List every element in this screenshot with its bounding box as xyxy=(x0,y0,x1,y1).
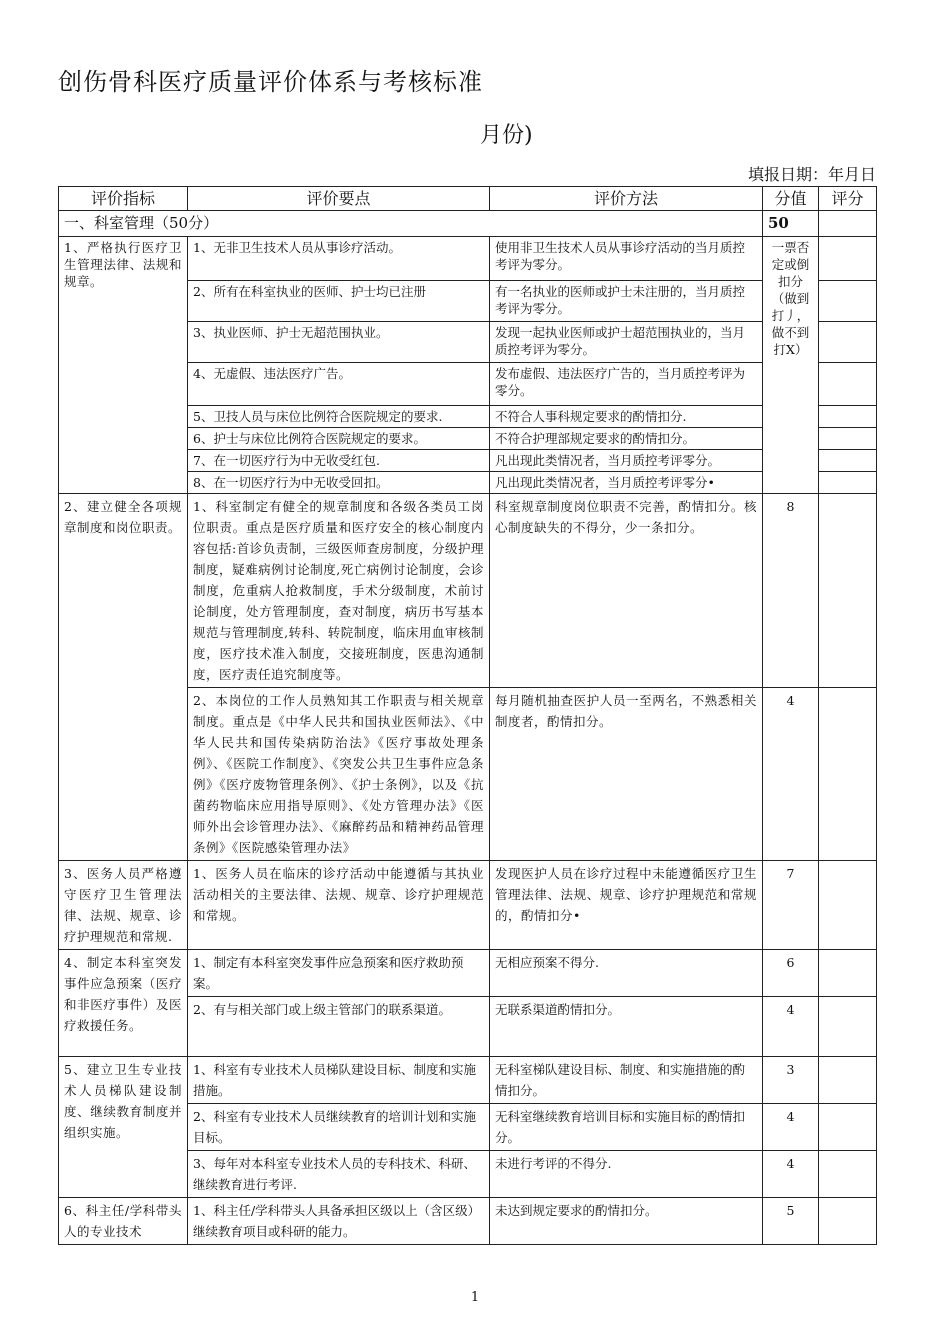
rating-cell xyxy=(819,997,877,1057)
point-cell: 5、卫技人员与床位比例符合医院规定的要求. xyxy=(188,406,490,428)
table-row xyxy=(59,237,877,281)
rating-cell xyxy=(819,472,877,494)
rating-cell xyxy=(819,406,877,428)
header-method: 评价方法 xyxy=(490,187,763,211)
header-points: 评价要点 xyxy=(188,187,490,211)
point-cell: 1、无非卫生技术人员从事诊疗活动。 xyxy=(188,237,490,281)
indicator-cell: 2、建立健全各项规章制度和岗位职责。 xyxy=(59,494,188,861)
method-cell: 有一名执业的医师或护士未注册的，当月质控考评为零分。 xyxy=(490,281,763,322)
rating-cell xyxy=(819,363,877,406)
rating-cell xyxy=(819,1198,877,1245)
month-label: 月份) xyxy=(480,123,533,148)
score-cell: 3 xyxy=(763,1057,819,1104)
method-cell: 未达到规定要求的酌情扣分。 xyxy=(490,1198,763,1245)
score-cell: 4 xyxy=(763,1151,819,1198)
point-cell: 1、制定有本科室突发事件应急预案和医疗救助预案。 xyxy=(188,950,490,997)
rating-cell xyxy=(819,688,877,861)
score-note-cell: 一票否定或倒扣分（做到打丿，做不到打X） xyxy=(763,237,819,494)
method-cell: 科室规章制度岗位职责不完善，酌情扣分。核心制度缺失的不得分，少一条扣分。 xyxy=(490,494,763,688)
method-cell: 发布虚假、违法医疗广告的，当月质控考评为零分。 xyxy=(490,363,763,406)
table-row xyxy=(59,950,877,997)
rating-cell xyxy=(819,450,877,472)
point-cell: 2、科室有专业技术人员继续教育的培训计划和实施目标。 xyxy=(188,1104,490,1151)
score-cell: 5 xyxy=(763,1198,819,1245)
section-score: 50 xyxy=(763,211,819,237)
score-cell: 6 xyxy=(763,950,819,997)
point-cell: 1、医务人员在临床的诊疗活动中能遵循与其执业活动相关的主要法律、法规、规章、诊疗护理规范和常规。 xyxy=(188,861,490,950)
point-cell: 1、科主任/学科带头人具备承担区级以上（含区级）继续教育项目或科研的能力。 xyxy=(188,1198,490,1245)
method-cell: 发现一起执业医师或护士超范围执业的，当月质控考评为零分。 xyxy=(490,322,763,363)
rating-cell xyxy=(819,322,877,363)
table-row xyxy=(59,494,877,688)
point-cell: 8、在一切医疗行为中无收受回扣。 xyxy=(188,472,490,494)
method-cell: 每月随机抽查医护人员一至两名，不熟悉相关制度者，酌情扣分。 xyxy=(490,688,763,861)
method-cell: 无科室继续教育培训目标和实施目标的酌情扣分。 xyxy=(490,1104,763,1151)
point-cell: 7、在一切医疗行为中无收受红包. xyxy=(188,450,490,472)
score-cell: 4 xyxy=(763,1104,819,1151)
point-cell: 1、科室制定有健全的规章制度和各级各类员工岗位职责。重点是医疗质量和医疗安全的核心制度内容包括:首诊负责制，三级医师查房制度，分级护理制度，疑难病例讨论制度,死亡病例讨论制度，会诊制度，危重病人抢救制度，手术分级制度，术前讨论制度，处方管理制度，查对制度，病历书写基本规范与管理制度,转科、转院制度，临床用血审核制度，医疗技术准入制度，交接班制度，医患沟通制度，医疗责任追究制度等。 xyxy=(188,494,490,688)
point-cell: 1、科室有专业技术人员梯队建设目标、制度和实施措施。 xyxy=(188,1057,490,1104)
section-row xyxy=(59,211,877,237)
score-cell: 4 xyxy=(763,997,819,1057)
score-cell: 7 xyxy=(763,861,819,950)
method-cell: 凡出现此类情况者，当月质控考评零分。 xyxy=(490,450,763,472)
point-cell: 4、无虚假、违法医疗广告。 xyxy=(188,363,490,406)
header-score-value: 分值 xyxy=(763,187,819,211)
point-cell: 2、本岗位的工作人员熟知其工作职责与相关规章制度。重点是《中华人民共和国执业医师法》、《中华人民共和国传染病防治法》《医疗事故处理条例》、《医院工作制度》、《突发公共卫生事件应急条例》《医疗废物管理条例》、《护士条例》，以及《抗菌药物临床应用指导原则》、《处方管理办法》《医师外出会诊管理办法》、《麻醉药品和精神药品管理条例》《医院感染管理办法》 xyxy=(188,688,490,861)
indicator-cell: 4、制定本科室突发事件应急预案（医疗和非医疗事件）及医疗救援任务。 xyxy=(59,950,188,1057)
rating-cell xyxy=(819,861,877,950)
rating-cell xyxy=(819,428,877,450)
table-header-row xyxy=(59,187,877,211)
point-cell: 2、有与相关部门或上级主管部门的联系渠道。 xyxy=(188,997,490,1057)
rating-cell xyxy=(819,1104,877,1151)
rating-cell xyxy=(819,237,877,281)
rating-cell xyxy=(819,950,877,997)
report-date: 填报日期：年月日 xyxy=(747,165,876,184)
table-row xyxy=(59,1198,877,1245)
document-title: 创伤骨科医疗质量评价体系与考核标准 xyxy=(58,68,483,96)
indicator-cell: 5、建立卫生专业技术人员梯队建设制度、继续教育制度并组织实施。 xyxy=(59,1057,188,1198)
method-cell: 无相应预案不得分. xyxy=(490,950,763,997)
score-cell: 4 xyxy=(763,688,819,861)
method-cell: 使用非卫生技术人员从事诊疗活动的当月质控考评为零分。 xyxy=(490,237,763,281)
header-indicator: 评价指标 xyxy=(59,187,188,211)
method-cell: 无科室梯队建设目标、制度、和实施措施的酌情扣分。 xyxy=(490,1057,763,1104)
indicator-cell: 1、严格执行医疗卫生管理法律、法规和规章。 xyxy=(59,237,188,494)
header-rating: 评分 xyxy=(819,187,877,211)
method-cell: 不符合护理部规定要求的酌情扣分。 xyxy=(490,428,763,450)
indicator-cell: 3、医务人员严格遵守医疗卫生管理法律、法规、规章、诊疗护理规范和常规. xyxy=(59,861,188,950)
method-cell: 不符合人事科规定要求的酌情扣分. xyxy=(490,406,763,428)
page-number: 1 xyxy=(470,1290,480,1305)
method-cell: 未进行考评的不得分. xyxy=(490,1151,763,1198)
score-cell: 8 xyxy=(763,494,819,688)
point-cell: 3、每年对本科室专业技术人员的专科技术、科研、继续教育进行考评. xyxy=(188,1151,490,1198)
rating-cell xyxy=(819,494,877,688)
rating-cell xyxy=(819,211,877,237)
point-cell: 6、护士与床位比例符合医院规定的要求。 xyxy=(188,428,490,450)
rating-cell xyxy=(819,281,877,322)
point-cell: 3、执业医师、护士无超范围执业。 xyxy=(188,322,490,363)
point-cell: 2、所有在科室执业的医师、护士均已注册 xyxy=(188,281,490,322)
table-row xyxy=(59,861,877,950)
method-cell: 无联系渠道酌情扣分。 xyxy=(490,997,763,1057)
section-title: 一、科室管理（50分） xyxy=(59,211,763,237)
method-cell: 发现医护人员在诊疗过程中未能遵循医疗卫生管理法律、法规、规章、诊疗护理规范和常规的，酌情扣分• xyxy=(490,861,763,950)
table-row xyxy=(59,1057,877,1104)
method-cell: 凡出现此类情况者，当月质控考评零分• xyxy=(490,472,763,494)
evaluation-table xyxy=(58,186,877,1245)
rating-cell xyxy=(819,1057,877,1104)
rating-cell xyxy=(819,1151,877,1198)
indicator-cell: 6、科主任/学科带头人的专业技术 xyxy=(59,1198,188,1245)
